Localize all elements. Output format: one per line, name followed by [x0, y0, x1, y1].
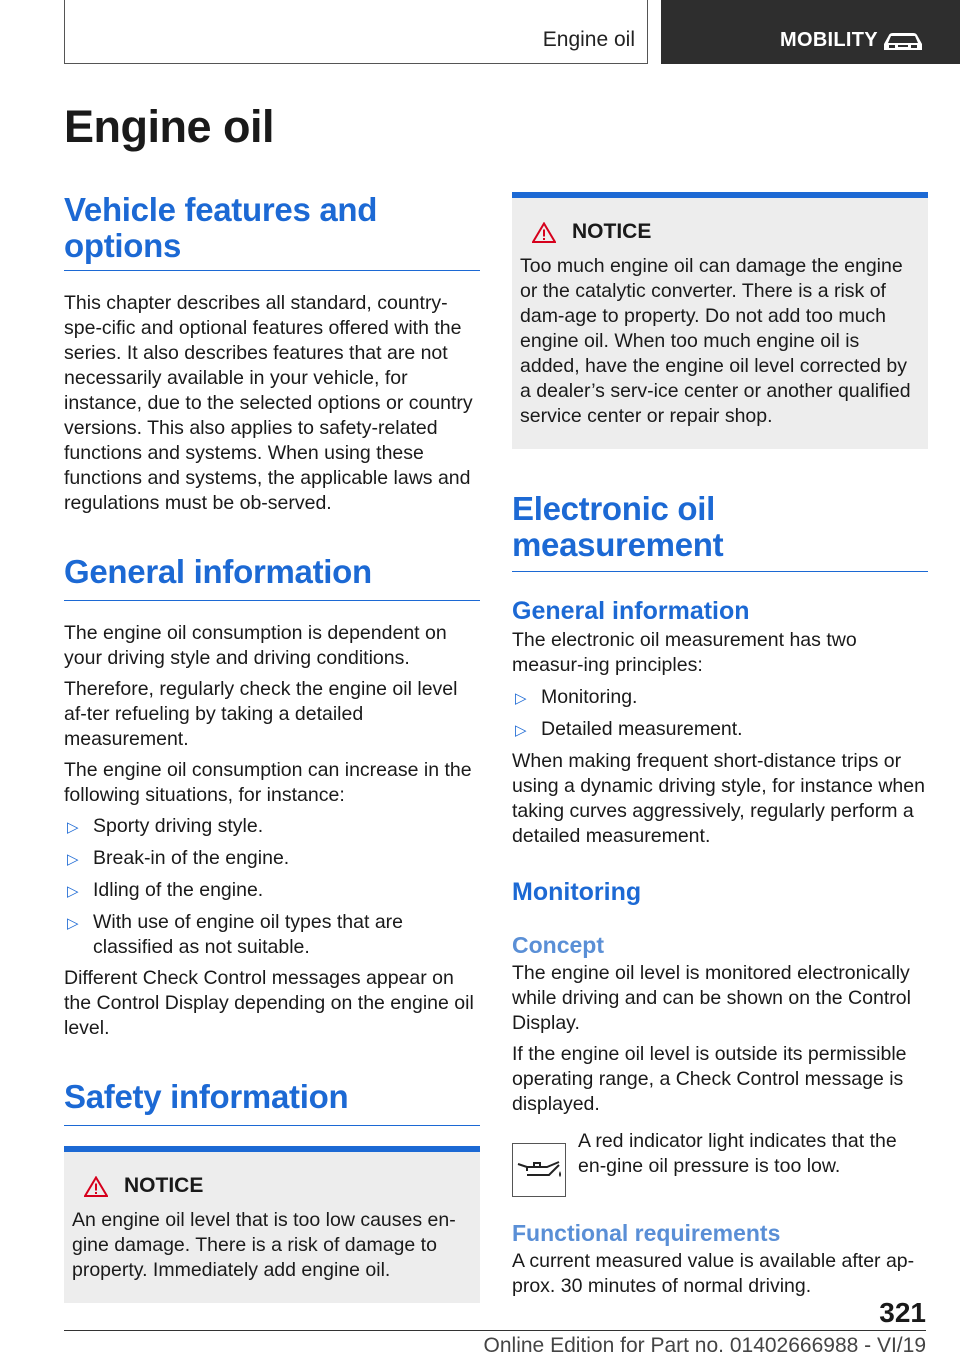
notice-box-too-much-oil — [512, 192, 928, 449]
heading-safety-information: Safety information — [64, 1079, 480, 1126]
triangle-bullet-icon: ▷ — [515, 690, 527, 707]
heading-electronic-oil-measurement: Electronic oil measurement — [512, 491, 928, 572]
oil-can-icon — [513, 1144, 565, 1196]
paragraph-indicator-light: A red indicator light indicates that the en-gine oil pressure is too low. — [578, 1130, 897, 1177]
heading-vehicle-features: Vehicle features and options — [64, 192, 480, 271]
list-item: ▷ With use of engine oil types that are classified as not suitable. — [67, 911, 404, 958]
heading-functional-requirements: Functional requirements — [512, 1220, 781, 1246]
notice-header — [520, 220, 920, 244]
indicator-row — [512, 1129, 928, 1189]
car-icon — [882, 30, 924, 54]
heading-concept: Concept — [512, 932, 604, 958]
page-number: 321 — [879, 1297, 926, 1328]
oil-pressure-indicator — [512, 1143, 566, 1197]
header-mobility-label: MOBILITY — [780, 29, 878, 51]
list-item: ▷ Monitoring. — [512, 685, 928, 710]
notice-label: NOTICE — [124, 1174, 204, 1197]
list-item: ▷ Sporty driving style. — [64, 814, 480, 839]
page-title: Engine oil — [64, 101, 275, 152]
paragraph-vehicle-features: This chapter describes all standard, country-spe-cific and optional features offered with the series. It also describes features that are not necessarily available in your vehicle, for instance, due to the selected options or country versions. This also applies to safety-related functions and systems. When using these functions and systems, the applicable laws and regulations must be ob-served. — [64, 292, 473, 514]
triangle-bullet-icon: ▷ — [67, 819, 79, 836]
notice-text: An engine oil level that is too low causes en-gine damage. There is a risk of damage to property. Immediately add engine oil. — [72, 1209, 456, 1281]
measurement-list — [512, 685, 928, 742]
notice-text: Too much engine oil can damage the engine or the catalytic converter. There is a risk of dam-age to property. Do not add too much engine oil. When too much engine oil is added, have the engine oil level corrected by a dealer’s serv-ice center or another qualified service center or repair shop. — [520, 255, 911, 427]
paragraph-general-4: Different Check Control messages appear on the Control Display depending on the engine oil level. — [64, 967, 474, 1039]
footer-divider — [64, 1330, 926, 1331]
paragraph-general-1: The engine oil consumption is dependent on your driving style and driving conditions. — [64, 622, 447, 669]
triangle-bullet-icon: ▷ — [515, 722, 527, 739]
left-column — [64, 100, 480, 1303]
heading-monitoring: Monitoring — [512, 878, 642, 906]
paragraph-concept-1: The engine oil level is monitored electronically while driving and can be shown on the Control Display. — [512, 962, 911, 1034]
header-section-title: Engine oil — [542, 28, 635, 51]
notice-label: NOTICE — [572, 220, 652, 243]
paragraph-short-trips: When making frequent short-distance trips or using a dynamic driving style, for instance when taking curves aggressively, regularly perform a detailed measurement. — [512, 750, 925, 847]
heading-general-information: General information — [64, 554, 480, 601]
triangle-bullet-icon: ▷ — [67, 915, 79, 932]
header-section-tab — [64, 0, 648, 64]
paragraph-general-2: Therefore, regularly check the engine oil level af-ter refueling by taking a detailed measurement. — [64, 678, 458, 750]
consumption-list — [64, 814, 480, 960]
list-item: ▷ Detailed measurement. — [512, 717, 928, 742]
triangle-bullet-icon: ▷ — [67, 883, 79, 900]
notice-box-low-oil — [64, 1146, 480, 1303]
heading-general-information-2: General information — [512, 597, 750, 625]
warning-triangle-icon — [532, 222, 556, 243]
paragraph-general-3: The engine oil consumption can increase in the following situations, for instance: — [64, 759, 472, 806]
paragraph-measuring-principles: The electronic oil measurement has two measur-ing principles: — [512, 629, 857, 676]
notice-header — [72, 1174, 472, 1198]
list-item: ▷ Break-in of the engine. — [64, 846, 480, 871]
warning-triangle-icon — [84, 1176, 108, 1197]
paragraph-functional-requirements: A current measured value is available after ap-prox. 30 minutes of normal driving. — [512, 1250, 915, 1297]
list-item: ▷ Idling of the engine. — [64, 878, 480, 903]
triangle-bullet-icon: ▷ — [67, 851, 79, 868]
paragraph-concept-2: If the engine oil level is outside its permissible operating range, a Check Control message is displayed. — [512, 1043, 907, 1115]
right-column — [512, 192, 928, 1299]
edition-note: Online Edition for Part no. 01402666988 - VI/19 — [483, 1334, 926, 1357]
